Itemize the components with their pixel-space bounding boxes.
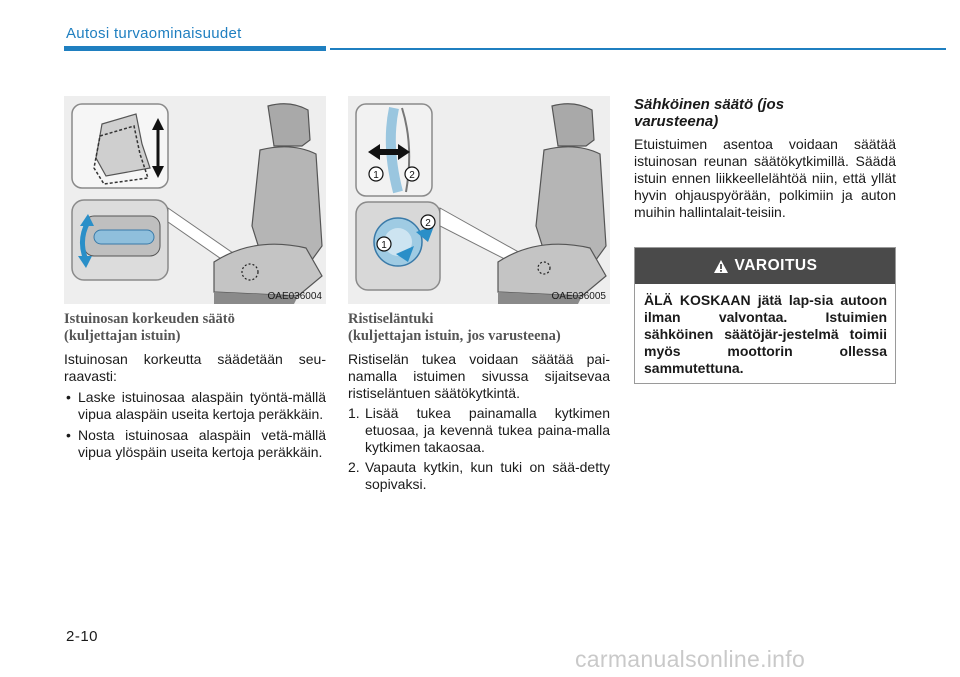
step-number: 1. (348, 405, 360, 421)
heading-line: Istuinosan korkeuden säätö (64, 311, 235, 327)
seat-height-illustration (64, 96, 326, 304)
lumbar-support-figure (348, 96, 610, 304)
callout-1: 1 (373, 170, 379, 181)
section-title: Autosi turvaominaisuudet (66, 25, 242, 42)
watermark: carmanualsonline.info (575, 646, 806, 672)
list-item-text: Laske istuinosaa alaspäin työntä-mällä vipua alaspäin useita kertoja peräkkäin. (78, 389, 326, 422)
header-rule-thin (330, 48, 946, 50)
seat-height-figure (64, 96, 326, 304)
lumbar-support-intro: Ristiselän tukea voidaan säätää pai-namalla istuimen sivussa sijaitsevaa ristiseläntuen säätökytkintä. (348, 351, 610, 401)
list-item-text: Nosta istuinosaa alaspäin vetä-mällä vipua ylöspäin useita kertoja peräkkäin. (78, 427, 326, 460)
callout-2: 2 (409, 170, 415, 181)
list-item (64, 427, 326, 461)
figure-code: OAE036004 (267, 291, 322, 302)
bullet-mark: • (66, 389, 71, 405)
callout-1: 1 (381, 240, 387, 251)
column-lumbar-support (348, 96, 610, 493)
warning-box (634, 247, 896, 384)
list-item (348, 459, 610, 493)
heading-line: (kuljettajan istuin, jos varusteena) (348, 328, 561, 344)
figure-code: OAE036005 (551, 291, 606, 302)
header-rule-thick (64, 46, 326, 51)
step-number: 2. (348, 459, 360, 475)
list-item (348, 405, 610, 456)
column-power-adjustment (634, 96, 896, 221)
bullet-mark: • (66, 427, 71, 443)
power-adjustment-heading: Sähköinen säätö (jos varusteena) (634, 96, 785, 130)
list-item-text: Lisää tukea painamalla kytkimen etuosaa, ja kevennä tukea paina-malla kytkimen takaosaa. (365, 405, 610, 455)
column-seat-height (64, 96, 326, 461)
seat-height-intro: Istuinosan korkeutta säädetään seu-raavasti: (64, 351, 326, 384)
warning-title: VAROITUS (734, 257, 818, 274)
heading-line: (kuljettajan istuin) (64, 328, 181, 344)
lumbar-support-heading (348, 311, 610, 345)
warning-triangle-icon (713, 259, 729, 274)
warning-body: ÄLÄ KOSKAAN jätä lap-sia autoon ilman valvontaa. Istuimien sähköinen säätöjär-jestelmä toimii myös moottorin ollessa sammutettuna. (644, 292, 887, 376)
page-number: 2-10 (66, 628, 99, 645)
power-adjustment-body: Etuistuimen asentoa voidaan säätää istuinosan reunan säätökytkimillä. Säädä istuin ennen liikkeellelähtöä niin, että yllät hyvin ohjauspyörään, polkimiin ja auton muihin hallintalait-teisiin. (634, 136, 896, 220)
callout-2: 2 (425, 218, 431, 229)
warning-header (635, 248, 895, 284)
heading-line: Ristiseläntuki (348, 311, 434, 327)
lumbar-support-illustration (348, 96, 610, 304)
seat-height-heading (64, 311, 326, 345)
list-item (64, 389, 326, 423)
list-item-text: Vapauta kytkin, kun tuki on sää-detty sopivaksi. (365, 459, 610, 492)
